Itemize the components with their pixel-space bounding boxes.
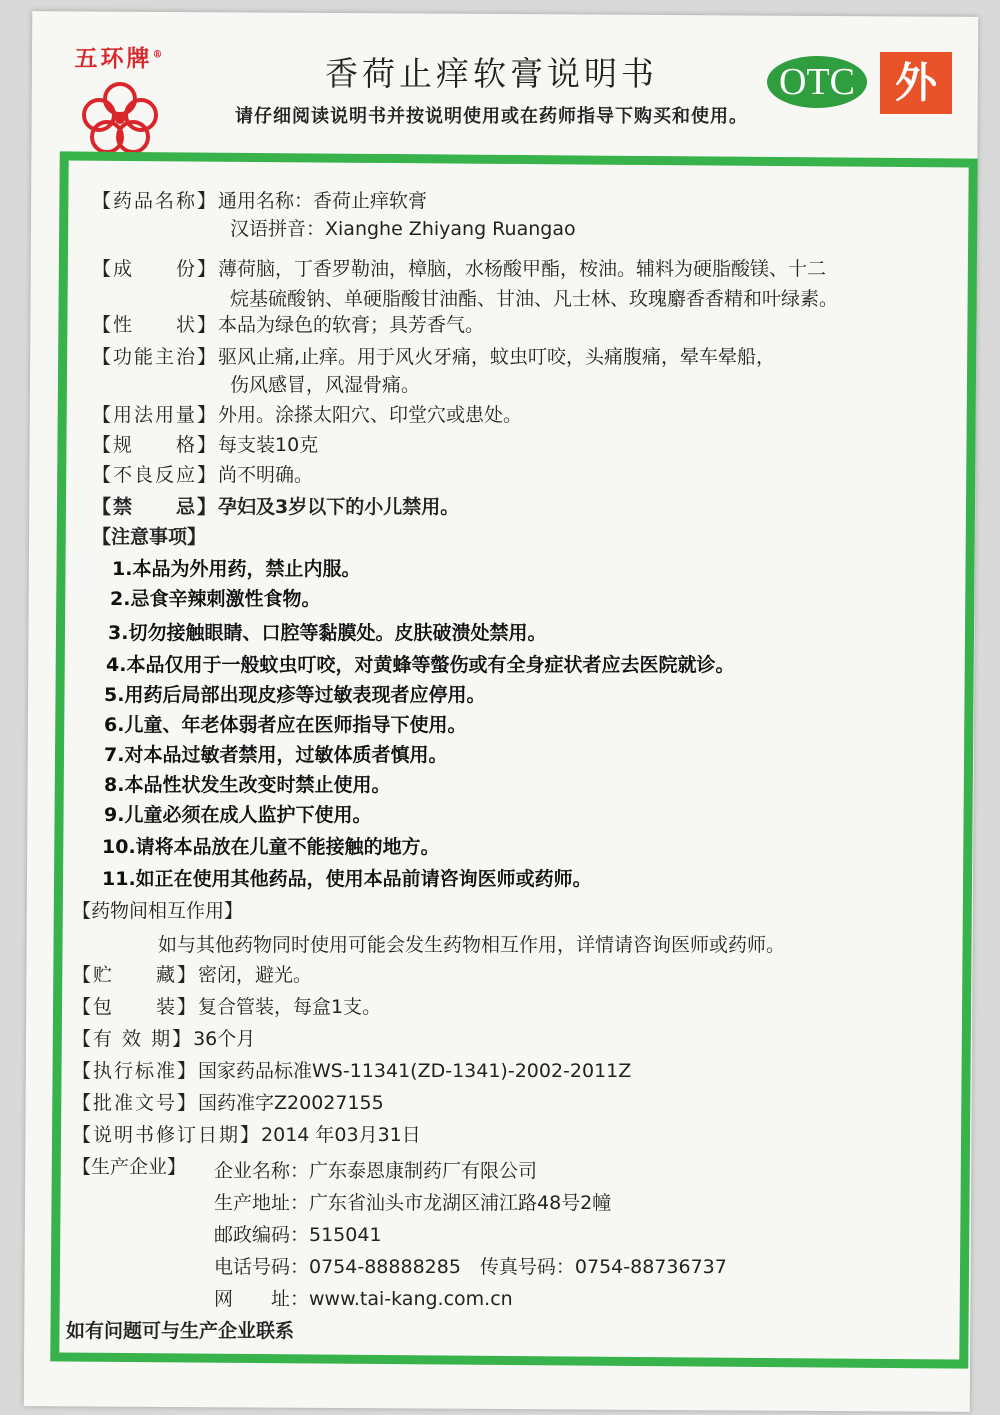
notes-label: 【注意事项】 [92,526,207,548]
spec-label: 【规 格】 [92,434,219,456]
note-item: 10.请将本品放在儿童不能接触的地方。 [102,836,440,858]
contraindications-label: 【禁 忌】 [92,496,219,518]
indications-label: 【功能主治】 [92,346,219,368]
revised-row [72,1120,421,1147]
standard-value: 国家药品标准WS-11341(ZD-1341)-2002-2011Z [198,1060,632,1082]
spec-value: 每支装10克 [218,434,319,456]
indications-row [92,342,775,369]
note-item: 7.对本品过敏者禁用，过敏体质者慎用。 [104,744,448,766]
standard-row [72,1056,631,1083]
note-item: 9.儿童必须在成人监护下使用。 [104,804,372,826]
interaction-value: 如与其他药物同时使用可能会发生药物相互作用，详情请咨询医师或药师。 [158,934,786,956]
storage-label: 【贮 藏】 [72,964,199,986]
note-item: 5.用药后局部出现皮疹等过敏表现者应停用。 [104,684,486,706]
maker-website: 网 址：www.tai-kang.com.cn [214,1288,513,1310]
revised-value: 2014 年03月31日 [261,1124,421,1146]
spec-row [92,430,318,457]
usage-label: 【用法用量】 [92,404,219,426]
note-item: 11.如正在使用其他药品，使用本品前请咨询医师或药师。 [102,868,592,890]
otc-badge: OTC [767,56,867,108]
storage-row [72,960,312,987]
pinyin-row: 汉语拼音：Xianghe Zhiyang Ruangao [230,218,576,240]
note-item: 2.忌食辛辣刺激性食物。 [110,588,321,610]
appearance-label: 【性 状】 [92,314,219,336]
note-item: 6.儿童、年老体弱者应在医师指导下使用。 [104,714,467,736]
ingredients-label: 【成 份】 [92,258,219,280]
standard-label: 【执行标准】 [72,1060,199,1082]
external-use-badge: 外 [880,52,952,114]
package-label: 【包 装】 [72,996,199,1018]
approval-label: 【批准文号】 [72,1092,199,1114]
drug-name-row [92,186,427,213]
note-item: 1.本品为外用药，禁止内服。 [112,558,361,580]
indications-line-2: 伤风感冒，风湿骨痛。 [230,374,421,396]
ingredients-line-1: 薄荷脑，丁香罗勒油，樟脑，水杨酸甲酯，桉油。辅料为硬脂酸镁、十二 [218,258,827,280]
ingredients-row [92,254,826,281]
maker-name: 企业名称：广东泰恩康制药厂有限公司 [214,1160,538,1182]
document-subtitle: 请仔细阅读说明书并按说明使用或在药师指导下购买和使用。 [235,106,748,127]
maker-address: 生产地址：广东省汕头市龙湖区浦江路48号2幢 [214,1192,612,1214]
document-title: 香荷止痒软膏说明书 [325,54,658,93]
approval-value: 国药准字Z20027155 [198,1092,384,1114]
generic-name: 通用名称：香荷止痒软膏 [218,190,428,212]
maker-zip: 邮政编码：515041 [214,1224,382,1246]
contact-note: 如有问题可与生产企业联系 [66,1320,295,1342]
interaction-label: 【药物间相互作用】 [72,900,244,922]
ingredients-line-2: 烷基硫酸钠、单硬脂酸甘油酯、甘油、凡士林、玫瑰麝香香精和叶绿素。 [230,288,839,310]
note-item: 4.本品仅用于一般蚊虫叮咬，对黄蜂等螫伤或有全身症状者应去医院就诊。 [106,654,735,676]
package-row [72,992,381,1019]
usage-row [92,400,522,427]
adverse-row [92,460,313,487]
adverse-value: 尚不明确。 [218,464,314,486]
validity-row [72,1024,255,1051]
contraindications-row [92,492,459,519]
revised-label: 【说明书修订日期】 [72,1124,262,1146]
appearance-row [92,310,484,337]
maker-label: 【生产企业】 [72,1156,187,1178]
validity-value: 36个月 [193,1028,256,1050]
approval-row [72,1088,384,1115]
maker-phone: 电话号码：0754-88888285 传真号码：0754-88736737 [214,1256,727,1278]
package-value: 复合管装，每盒1支。 [198,996,382,1018]
usage-value: 外用。涂搽太阳穴、印堂穴或患处。 [218,404,523,426]
brand-name: 五环牌® [74,45,166,72]
adverse-label: 【不良反应】 [92,464,219,486]
contraindications-value: 孕妇及3岁以下的小儿禁用。 [218,496,460,518]
note-item: 8.本品性状发生改变时禁止使用。 [104,774,391,796]
note-item: 3.切勿接触眼睛、口腔等黏膜处。皮肤破溃处禁用。 [108,622,547,644]
drug-name-label: 【药品名称】 [92,190,219,212]
appearance-value: 本品为绿色的软膏；具芳香气。 [218,314,485,336]
indications-line-1: 驱风止痛,止痒。用于风火牙痛，蚊虫叮咬，头痛腹痛，晕车晕船， [218,346,776,368]
validity-label: 【有 效 期】 [72,1028,194,1050]
storage-value: 密闭，避光。 [198,964,313,986]
